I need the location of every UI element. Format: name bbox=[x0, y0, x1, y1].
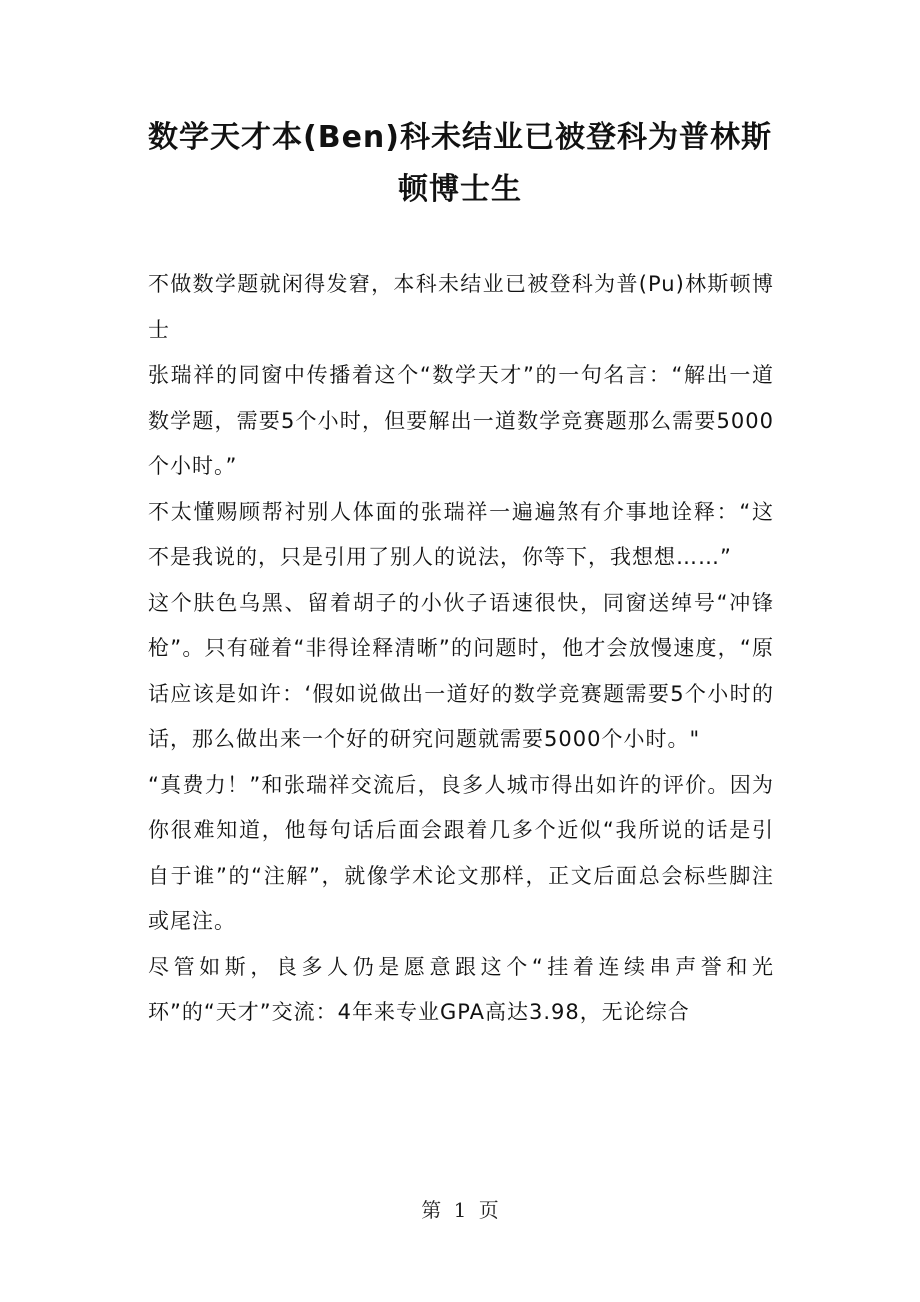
paragraph: 张瑞祥的同窗中传播着这个“数学天才”的一句名言：“解出一道数学题，需要5个小时，但要解出一道数学竞赛题那么需要5000个小时。” bbox=[148, 363, 774, 478]
paragraph: “真费力！”和张瑞祥交流后，良多人城市得出如许的评价。因为你很难知道，他每句话后面会跟着几多个近似“我所说的话是引自于谁”的“注解”，就像学术论文那样，正文后面总会标些脚注或尾注。 bbox=[148, 772, 774, 933]
document-title: 数学天才本(Ben)科未结业已被登科为普林斯顿博士生 bbox=[148, 120, 772, 207]
paragraph: 这个肤色乌黑、留着胡子的小伙子语速很快，同窗送绰号“冲锋枪”。只有碰着“非得诠释清晰”的问题时，他才会放慢速度，“原话应该是如许：‘假如说做出一道好的数学竞赛题需要5个小时的话，那么做出来一个好的研究问题就需要5000个小时。" bbox=[148, 590, 774, 751]
document-body bbox=[148, 262, 774, 1036]
paragraph-subtitle: 不做数学题就闲得发窘，本科未结业已被登科为普(Pu)林斯顿博士 bbox=[148, 272, 774, 342]
paragraph: 尽管如斯，良多人仍是愿意跟这个“挂着连续串声誉和光环”的“天才”交流：4年来专业GPA高达3.98，无论综合 bbox=[148, 954, 774, 1024]
paragraph: 不太懂赐顾帮衬别人体面的张瑞祥一遍遍煞有介事地诠释：“这不是我说的，只是引用了别人的说法，你等下，我想想……” bbox=[148, 499, 774, 569]
page-number: 第 1 页 bbox=[421, 1198, 499, 1222]
